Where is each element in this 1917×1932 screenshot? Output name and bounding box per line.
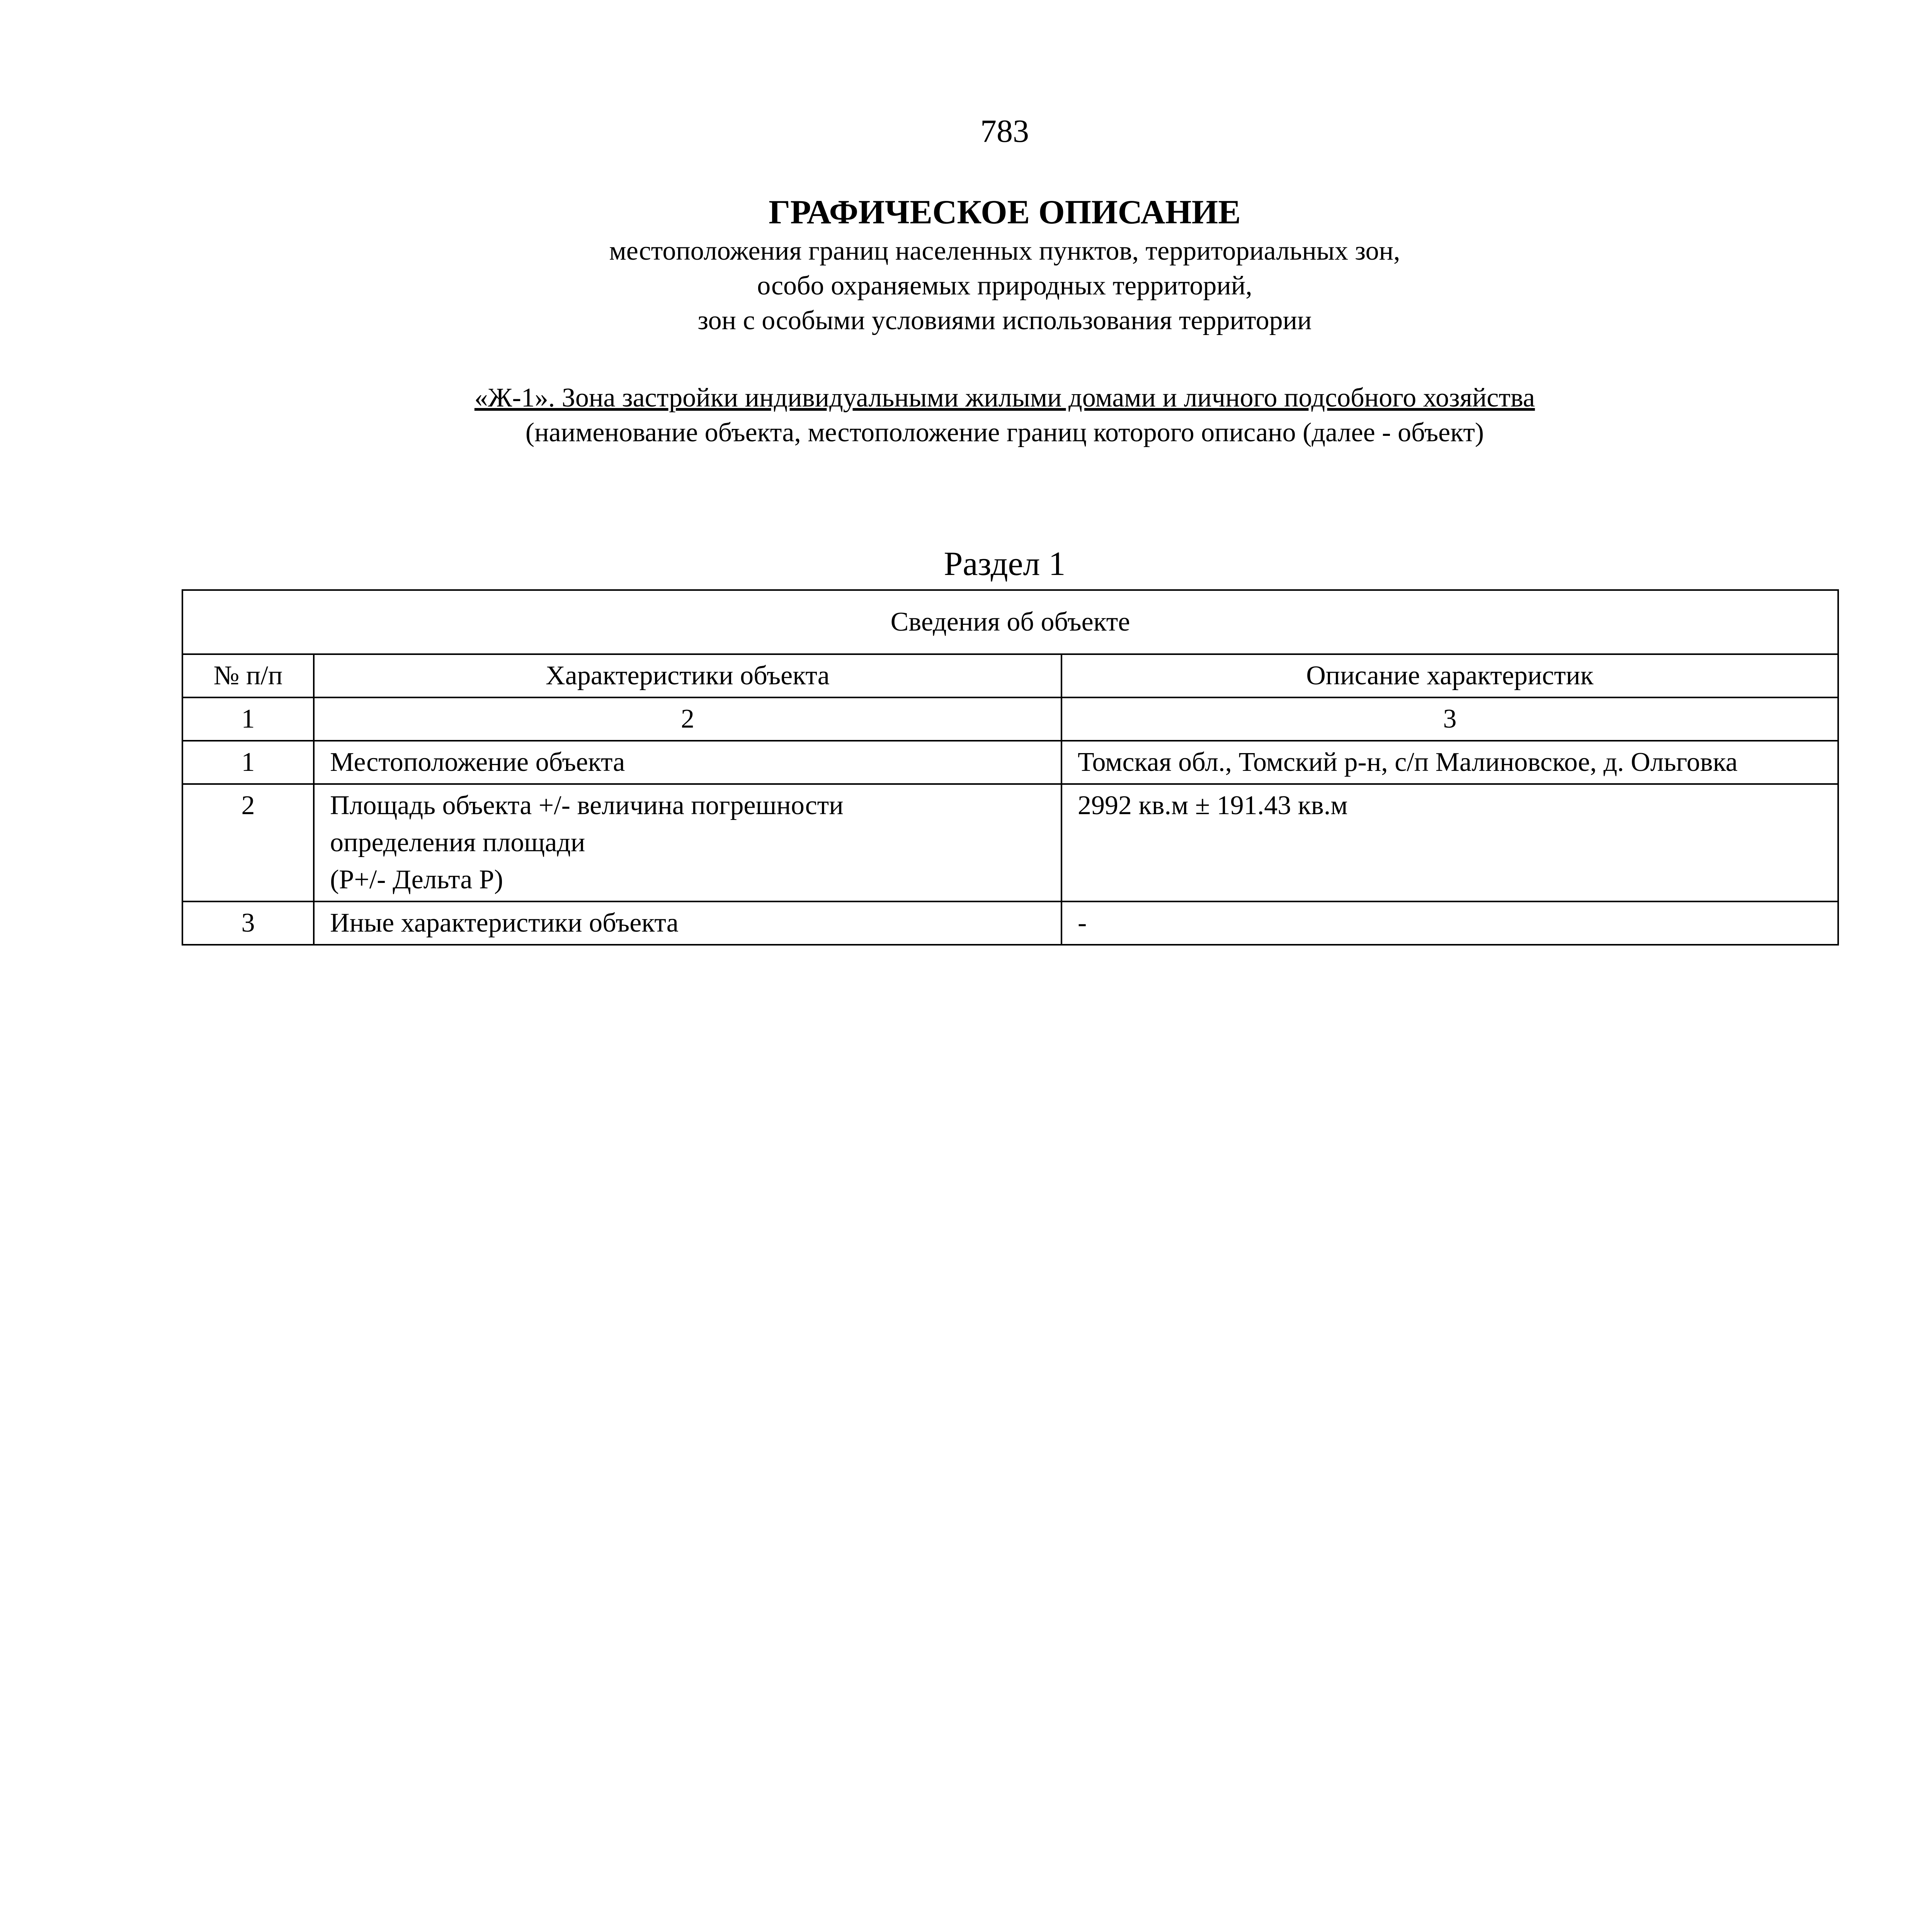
table-caption-row (182, 590, 1838, 654)
column-number: 3 (1061, 697, 1838, 741)
characteristic-line: определения площади (330, 828, 585, 857)
column-number: 2 (314, 697, 1061, 741)
row-description: 2992 кв.м ± 191.43 кв.м (1061, 784, 1838, 901)
column-header: Описание характеристик (1061, 654, 1838, 697)
characteristic-line: Площадь объекта +/- величина погрешности (330, 791, 844, 820)
document-title: ГРАФИЧЕСКОЕ ОПИСАНИЕ (769, 194, 1241, 231)
subtitle-line: особо охраняемых природных территорий, (757, 271, 1252, 301)
object-info-table (182, 589, 1839, 946)
table-row (182, 784, 1838, 901)
column-header: Характеристики объекта (314, 654, 1061, 697)
row-number: 3 (182, 901, 314, 945)
table-row (182, 741, 1838, 784)
row-number: 2 (182, 784, 314, 901)
section-title: Раздел 1 (944, 545, 1066, 583)
characteristic-line: (Р+/- Дельта Р) (330, 865, 503, 895)
column-number-row (182, 697, 1838, 741)
row-characteristic (314, 784, 1061, 901)
row-description: Томская обл., Томский р-н, с/п Малиновское, д. Ольговка (1061, 741, 1838, 784)
object-name: «Ж-1». Зона застройки индивидуальными жилыми домами и личного подсобного хозяйства (474, 383, 1535, 413)
page-number: 783 (980, 113, 1029, 149)
row-characteristic: Местоположение объекта (314, 741, 1061, 784)
table-row (182, 901, 1838, 945)
row-characteristic: Иные характеристики объекта (314, 901, 1061, 945)
subtitle-line: зон с особыми условиями использования территории (697, 306, 1312, 335)
subtitle-line: местоположения границ населенных пунктов, территориальных зон, (609, 236, 1400, 266)
row-description: - (1061, 901, 1838, 945)
object-caption: (наименование объекта, местоположение границ которого описано (далее - объект) (525, 418, 1484, 447)
row-number: 1 (182, 741, 314, 784)
column-number: 1 (182, 697, 314, 741)
column-header: № п/п (182, 654, 314, 697)
document-header (0, 191, 1917, 338)
table-header-row (182, 654, 1838, 697)
table-caption: Сведения об объекте (182, 590, 1838, 654)
object-block (0, 381, 1917, 450)
